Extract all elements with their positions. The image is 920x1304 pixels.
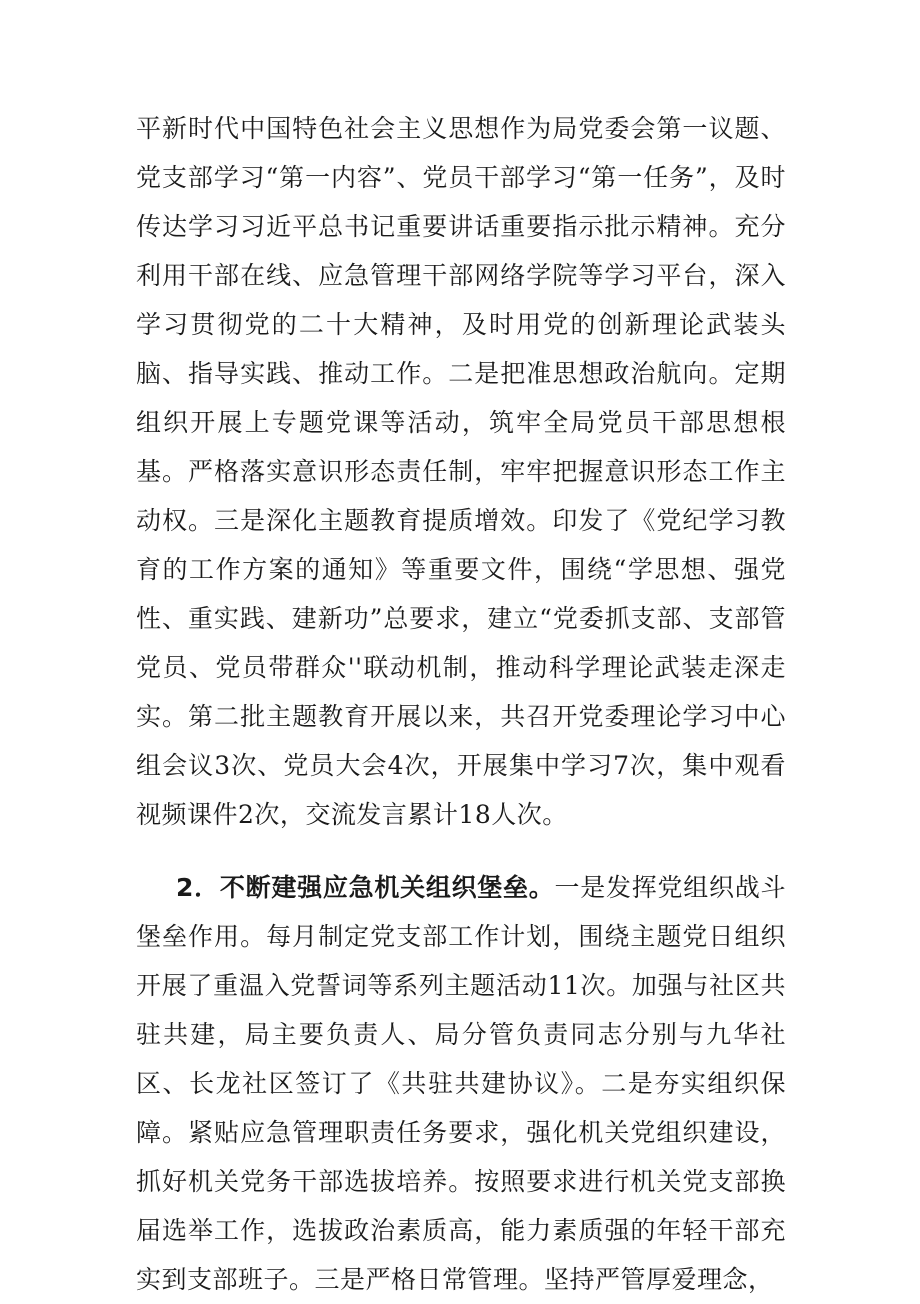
paragraph-1-text: 平新时代中国特色社会主义思想作为局党委会第一议题、党支部学习“第一内容”、党员干部学习“第一任务”，及时传达学习习近平总书记重要讲话重要指示批示精神。充分利用干部在线、应急管理干部网络学院等学习平台，深入学习贯彻党的二十大精神，及时用党的创新理论武装头脑、指导实践、推动工作。二是把准思想政治航向。定期组织开展上专题党课等活动，筑牢全局党员干部思想根基。严格落实意识形态责任制，牢牢把握意识形态工作主动权。三是深化主题教育提质增效。印发了《党纪学习教育的工作方案的通知》等重要文件，围绕“学思想、强党性、重实践、建新功”总要求，建立“党委抓支部、支部管党员、党员带群众''联动机制，推动科学理论武装走深走实。第二批主题教育开展以来，共召开党委理论学习中心组会议3次、党员大会4次，开展集中学习7次，集中观看视频课件2次，交流发言累计18人次。: [136, 114, 786, 829]
document-body: [136, 104, 786, 1304]
section-heading-2: 2．不断建强应急机关组织堡垒。: [176, 873, 555, 902]
paragraph-2-text: 一是发挥党组织战斗堡垒作用。每月制定党支部工作计划，围绕主题党日组织开展了重温入党誓词等系列主题活动11次。加强与社区共驻共建，局主要负责人、局分管负责同志分别与九华社区、长龙社区签订了《共驻共建协议》。二是夯实组织保障。紧贴应急管理职责任务要求，强化机关党组织建设，抓好机关党务干部选拔培养。按照要求进行机关党支部换届选举工作，选拔政治素质高，能力素质强的年轻干部充实到支部班子。三是严格日常管理。坚持严管厚爱理念，: [136, 873, 786, 1294]
paragraph-2: [136, 863, 786, 1304]
paragraph-1: [136, 104, 786, 839]
